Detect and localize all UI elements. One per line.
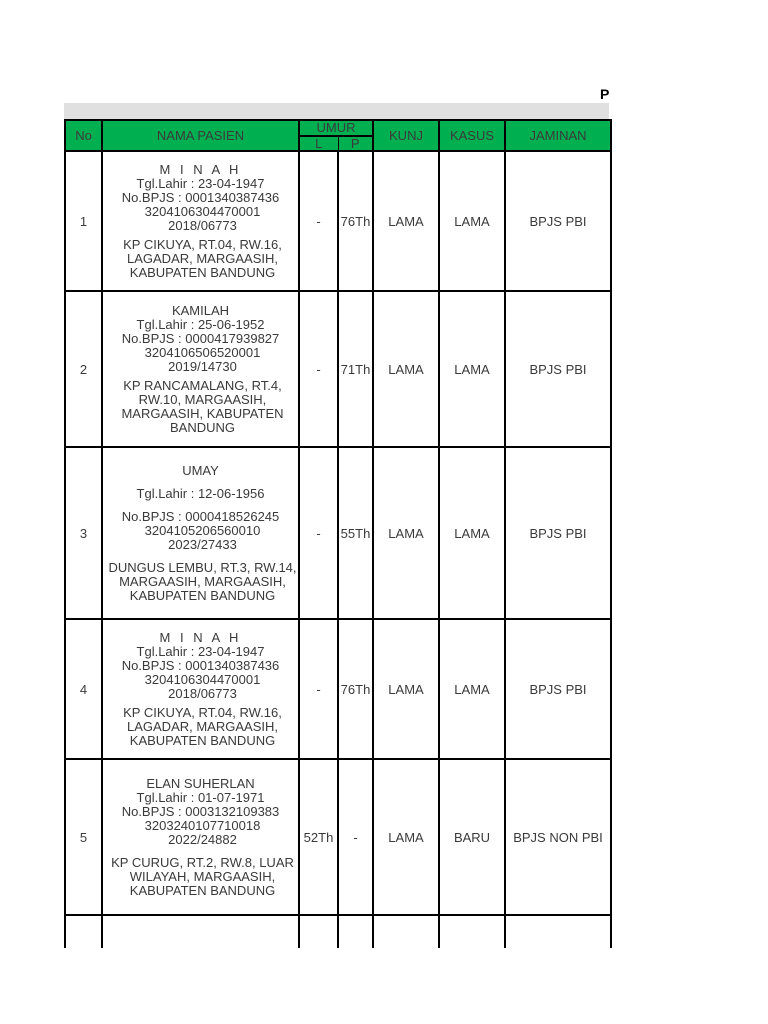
patient-nik: 3204106506520001 [144,344,261,360]
table-row [65,291,611,447]
patient-nik: 3204106304470001 [144,203,261,219]
cell-umur-p: 55Th [338,447,373,619]
cell-umur-p: 76Th [338,619,373,759]
patient-birthdate: Tgl.Lahir : 23-04-1947 [136,643,265,659]
table-row [65,151,611,291]
header-jaminan: JAMINAN [505,120,611,151]
cell-umur-l: - [299,447,338,619]
cell-patient [102,619,299,759]
cell-kasus: LAMA [439,291,505,447]
patient-address: KP CIKUYA, RT.04, RW.16, LAGADAR, MARGAASIH, KABUPATEN BANDUNG [123,236,282,280]
header-no: No [65,120,102,151]
patient-name: UMAY [182,462,219,478]
patient-nik: 3203240107710018 [144,817,261,833]
cell-umur-l: 52Th [299,759,338,915]
header-band [64,103,609,119]
cell-umur-l: - [299,151,338,291]
cell-umur-l: - [299,619,338,759]
patient-rm: 2018/06773 [168,217,237,233]
patient-birthdate: Tgl.Lahir : 12-06-1956 [136,485,265,501]
patient-rm: 2018/06773 [168,685,237,701]
table-row [65,447,611,619]
cell-kunj: LAMA [373,619,439,759]
patient-address: KP RANCAMALANG, RT.4, RW.10, MARGAASIH, MARGAASIH, KABUPATEN BANDUNG [121,377,284,435]
cell-kasus: LAMA [439,447,505,619]
cell-kasus: BARU [439,759,505,915]
cell-patient [102,151,299,291]
cell-kasus: LAMA [439,151,505,291]
header-umur-p: P [338,136,373,151]
table-row [65,619,611,759]
patient-rm: 2023/27433 [168,536,237,552]
cell-kasus: LAMA [439,619,505,759]
cell-no: 5 [65,759,102,915]
header-umur-l: L [299,136,338,151]
cell-patient [102,447,299,619]
header-kunj: KUNJ [373,120,439,151]
patient-birthdate: Tgl.Lahir : 01-07-1971 [136,789,265,805]
patient-bpjs: No.BPJS : 0001340387436 [121,657,280,673]
cell-kunj: LAMA [373,447,439,619]
cell-jaminan: BPJS PBI [505,291,611,447]
cell-kunj: LAMA [373,291,439,447]
cell-patient [102,759,299,915]
cell-patient [102,291,299,447]
patient-address: KP CURUG, RT.2, RW.8, LUAR WILAYAH, MARGAASIH, KABUPATEN BANDUNG [111,854,294,898]
cell-no: 4 [65,619,102,759]
cell-kunj: LAMA [373,759,439,915]
patient-nik: 3204106304470001 [144,671,261,687]
patient-bpjs: No.BPJS : 0003132109383 [121,803,280,819]
cell-umur-p: 76Th [338,151,373,291]
patient-birthdate: Tgl.Lahir : 23-04-1947 [136,175,265,191]
page-corner-letter: P [600,86,610,102]
page-bottom-mask [0,948,768,1024]
patient-name: M I N A H [159,629,242,645]
table-row [65,759,611,915]
patient-name: ELAN SUHERLAN [146,775,255,791]
patient-rm: 2022/24882 [168,831,237,847]
header-kasus: KASUS [439,120,505,151]
patient-name: KAMILAH [171,302,230,318]
cell-umur-p: 71Th [338,291,373,447]
patient-nik: 3204105206560010 [144,522,261,538]
patient-address: KP CIKUYA, RT.04, RW.16, LAGADAR, MARGAASIH, KABUPATEN BANDUNG [123,704,282,748]
cell-jaminan: BPJS PBI [505,447,611,619]
header-umur: UMUR [299,120,373,136]
cell-umur-l: - [299,291,338,447]
cell-no: 3 [65,447,102,619]
cell-no: 1 [65,151,102,291]
header-nama-pasien: NAMA PASIEN [102,120,299,151]
patient-name: M I N A H [159,161,242,177]
patient-bpjs: No.BPJS : 0001340387436 [121,189,280,205]
cell-jaminan: BPJS PBI [505,619,611,759]
patient-rm: 2019/14730 [168,358,237,374]
cell-no: 2 [65,291,102,447]
cell-jaminan: BPJS PBI [505,151,611,291]
cell-jaminan: BPJS NON PBI [505,759,611,915]
patient-table [64,119,612,1024]
patient-bpjs: No.BPJS : 0000418526245 [121,508,280,524]
patient-birthdate: Tgl.Lahir : 25-06-1952 [136,316,265,332]
cell-kunj: LAMA [373,151,439,291]
patient-bpjs: No.BPJS : 0000417939827 [121,330,280,346]
cell-umur-p: - [338,759,373,915]
patient-address: DUNGUS LEMBU, RT.3, RW.14, MARGAASIH, MARGAASIH, KABUPATEN BANDUNG [108,559,297,603]
